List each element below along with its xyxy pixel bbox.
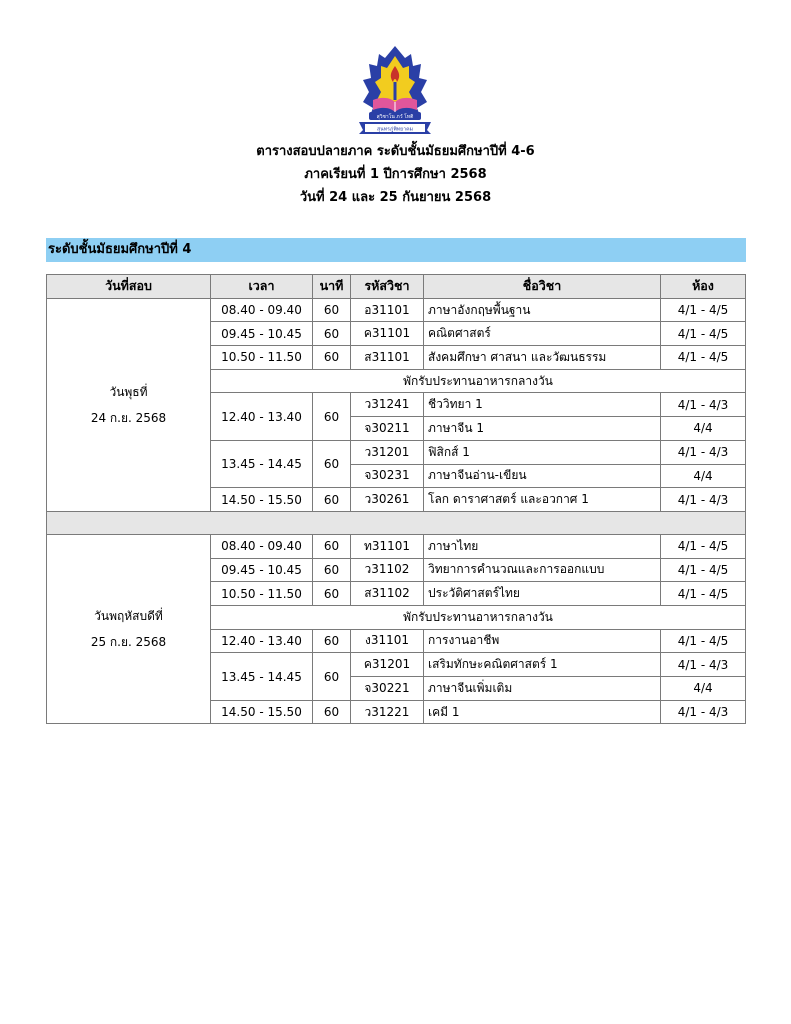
table-header-row <box>47 275 746 299</box>
time-cell: 08.40 - 09.40 <box>211 298 313 322</box>
exam-schedule-table <box>46 274 746 724</box>
room-cell: 4/1 - 4/5 <box>661 298 746 322</box>
minutes-cell: 60 <box>313 393 351 440</box>
time-cell: 13.45 - 14.45 <box>211 440 313 487</box>
subject-cell: โลก ดาราศาสตร์ และอวกาศ 1 <box>424 488 661 512</box>
exam-day-cell <box>47 298 211 511</box>
time-cell: 08.40 - 09.40 <box>211 534 313 558</box>
subject-cell: เคมี 1 <box>424 700 661 724</box>
subject-cell: ชีววิทยา 1 <box>424 393 661 417</box>
room-cell: 4/1 - 4/5 <box>661 346 746 370</box>
logo-motto: สุวิชาโน ภวํ โหติ <box>376 114 414 120</box>
room-cell: 4/1 - 4/3 <box>661 653 746 677</box>
subject-cell: การงานอาชีพ <box>424 629 661 653</box>
subject-cell: เสริมทักษะคณิตศาสตร์ 1 <box>424 653 661 677</box>
minutes-cell: 60 <box>313 534 351 558</box>
document-header <box>0 140 791 209</box>
school-emblem-icon <box>355 44 435 136</box>
header-subject-code: รหัสวิชา <box>351 275 424 299</box>
document-title: ตารางสอบปลายภาค ระดับชั้นมัธยมศึกษาปีที่ 4-6 <box>256 144 535 159</box>
subject-cell: ประวัติศาสตร์ไทย <box>424 582 661 606</box>
header-exam-date: วันที่สอบ <box>47 275 211 299</box>
exam-day-date: 25 ก.ย. 2568 <box>90 635 167 650</box>
header-time: เวลา <box>211 275 313 299</box>
minutes-cell: 60 <box>313 629 351 653</box>
code-cell: อ31101 <box>351 298 424 322</box>
subject-cell: คณิตศาสตร์ <box>424 322 661 346</box>
minutes-cell: 60 <box>313 653 351 700</box>
header-minutes: นาที <box>313 275 351 299</box>
lunch-break-cell: พักรับประทานอาหารกลางวัน <box>211 369 746 393</box>
exam-day-date: 24 ก.ย. 2568 <box>90 410 167 425</box>
level-heading: ระดับชั้นมัธยมศึกษาปีที่ 4 <box>46 238 746 262</box>
document-term: ภาคเรียนที่ 1 ปีการศึกษา 2568 <box>304 167 487 182</box>
time-cell: 12.40 - 13.40 <box>211 629 313 653</box>
minutes-cell: 60 <box>313 582 351 606</box>
subject-cell: ภาษาไทย <box>424 534 661 558</box>
subject-cell: ฟิสิกส์ 1 <box>424 440 661 464</box>
code-cell: ว31241 <box>351 393 424 417</box>
time-cell: 14.50 - 15.50 <box>211 700 313 724</box>
room-cell: 4/4 <box>661 464 746 488</box>
subject-cell: วิทยาการคำนวณและการออกแบบ <box>424 558 661 582</box>
room-cell: 4/4 <box>661 417 746 441</box>
code-cell: ว31221 <box>351 700 424 724</box>
code-cell: ค31201 <box>351 653 424 677</box>
minutes-cell: 60 <box>313 346 351 370</box>
code-cell: ว31201 <box>351 440 424 464</box>
table-row <box>47 534 746 558</box>
time-cell: 10.50 - 11.50 <box>211 346 313 370</box>
subject-cell: สังคมศึกษา ศาสนา และวัฒนธรรม <box>424 346 661 370</box>
room-cell: 4/1 - 4/3 <box>661 440 746 464</box>
code-cell: ส31102 <box>351 582 424 606</box>
code-cell: ง31101 <box>351 629 424 653</box>
code-cell: จ30211 <box>351 417 424 441</box>
day-separator-row <box>47 511 746 534</box>
code-cell: ค31101 <box>351 322 424 346</box>
minutes-cell: 60 <box>313 558 351 582</box>
room-cell: 4/1 - 4/3 <box>661 700 746 724</box>
day-separator-cell <box>47 511 746 534</box>
time-cell: 14.50 - 15.50 <box>211 488 313 512</box>
exam-day-name: วันพุธที่ <box>109 384 148 399</box>
document-dates: วันที่ 24 และ 25 กันยายน 2568 <box>299 190 492 205</box>
minutes-cell: 60 <box>313 700 351 724</box>
subject-cell: ภาษาอังกฤษพื้นฐาน <box>424 298 661 322</box>
time-cell: 13.45 - 14.45 <box>211 653 313 700</box>
minutes-cell: 60 <box>313 440 351 487</box>
subject-cell: ภาษาจีนเพิ่มเติม <box>424 677 661 701</box>
code-cell: ว30261 <box>351 488 424 512</box>
code-cell: ว31102 <box>351 558 424 582</box>
time-cell: 09.45 - 10.45 <box>211 558 313 582</box>
code-cell: ส31101 <box>351 346 424 370</box>
room-cell: 4/4 <box>661 677 746 701</box>
time-cell: 10.50 - 11.50 <box>211 582 313 606</box>
minutes-cell: 60 <box>313 322 351 346</box>
room-cell: 4/1 - 4/3 <box>661 488 746 512</box>
minutes-cell: 60 <box>313 298 351 322</box>
room-cell: 4/1 - 4/5 <box>661 534 746 558</box>
subject-cell: ภาษาจีนอ่าน-เขียน <box>424 464 661 488</box>
exam-day-name: วันพฤหัสบดีที่ <box>94 609 163 624</box>
lunch-break-cell: พักรับประทานอาหารกลางวัน <box>211 605 746 629</box>
header-room: ห้อง <box>661 275 746 299</box>
code-cell: จ30221 <box>351 677 424 701</box>
table-row <box>47 298 746 322</box>
time-cell: 09.45 - 10.45 <box>211 322 313 346</box>
room-cell: 4/1 - 4/3 <box>661 393 746 417</box>
exam-day-cell <box>47 534 211 724</box>
code-cell: จ30231 <box>351 464 424 488</box>
logo-banner: สุนทรภู่พิทยาคม <box>376 126 414 133</box>
room-cell: 4/1 - 4/5 <box>661 629 746 653</box>
room-cell: 4/1 - 4/5 <box>661 582 746 606</box>
room-cell: 4/1 - 4/5 <box>661 558 746 582</box>
minutes-cell: 60 <box>313 488 351 512</box>
subject-cell: ภาษาจีน 1 <box>424 417 661 441</box>
code-cell: ท31101 <box>351 534 424 558</box>
time-cell: 12.40 - 13.40 <box>211 393 313 440</box>
room-cell: 4/1 - 4/5 <box>661 322 746 346</box>
header-subject-name: ชื่อวิชา <box>424 275 661 299</box>
